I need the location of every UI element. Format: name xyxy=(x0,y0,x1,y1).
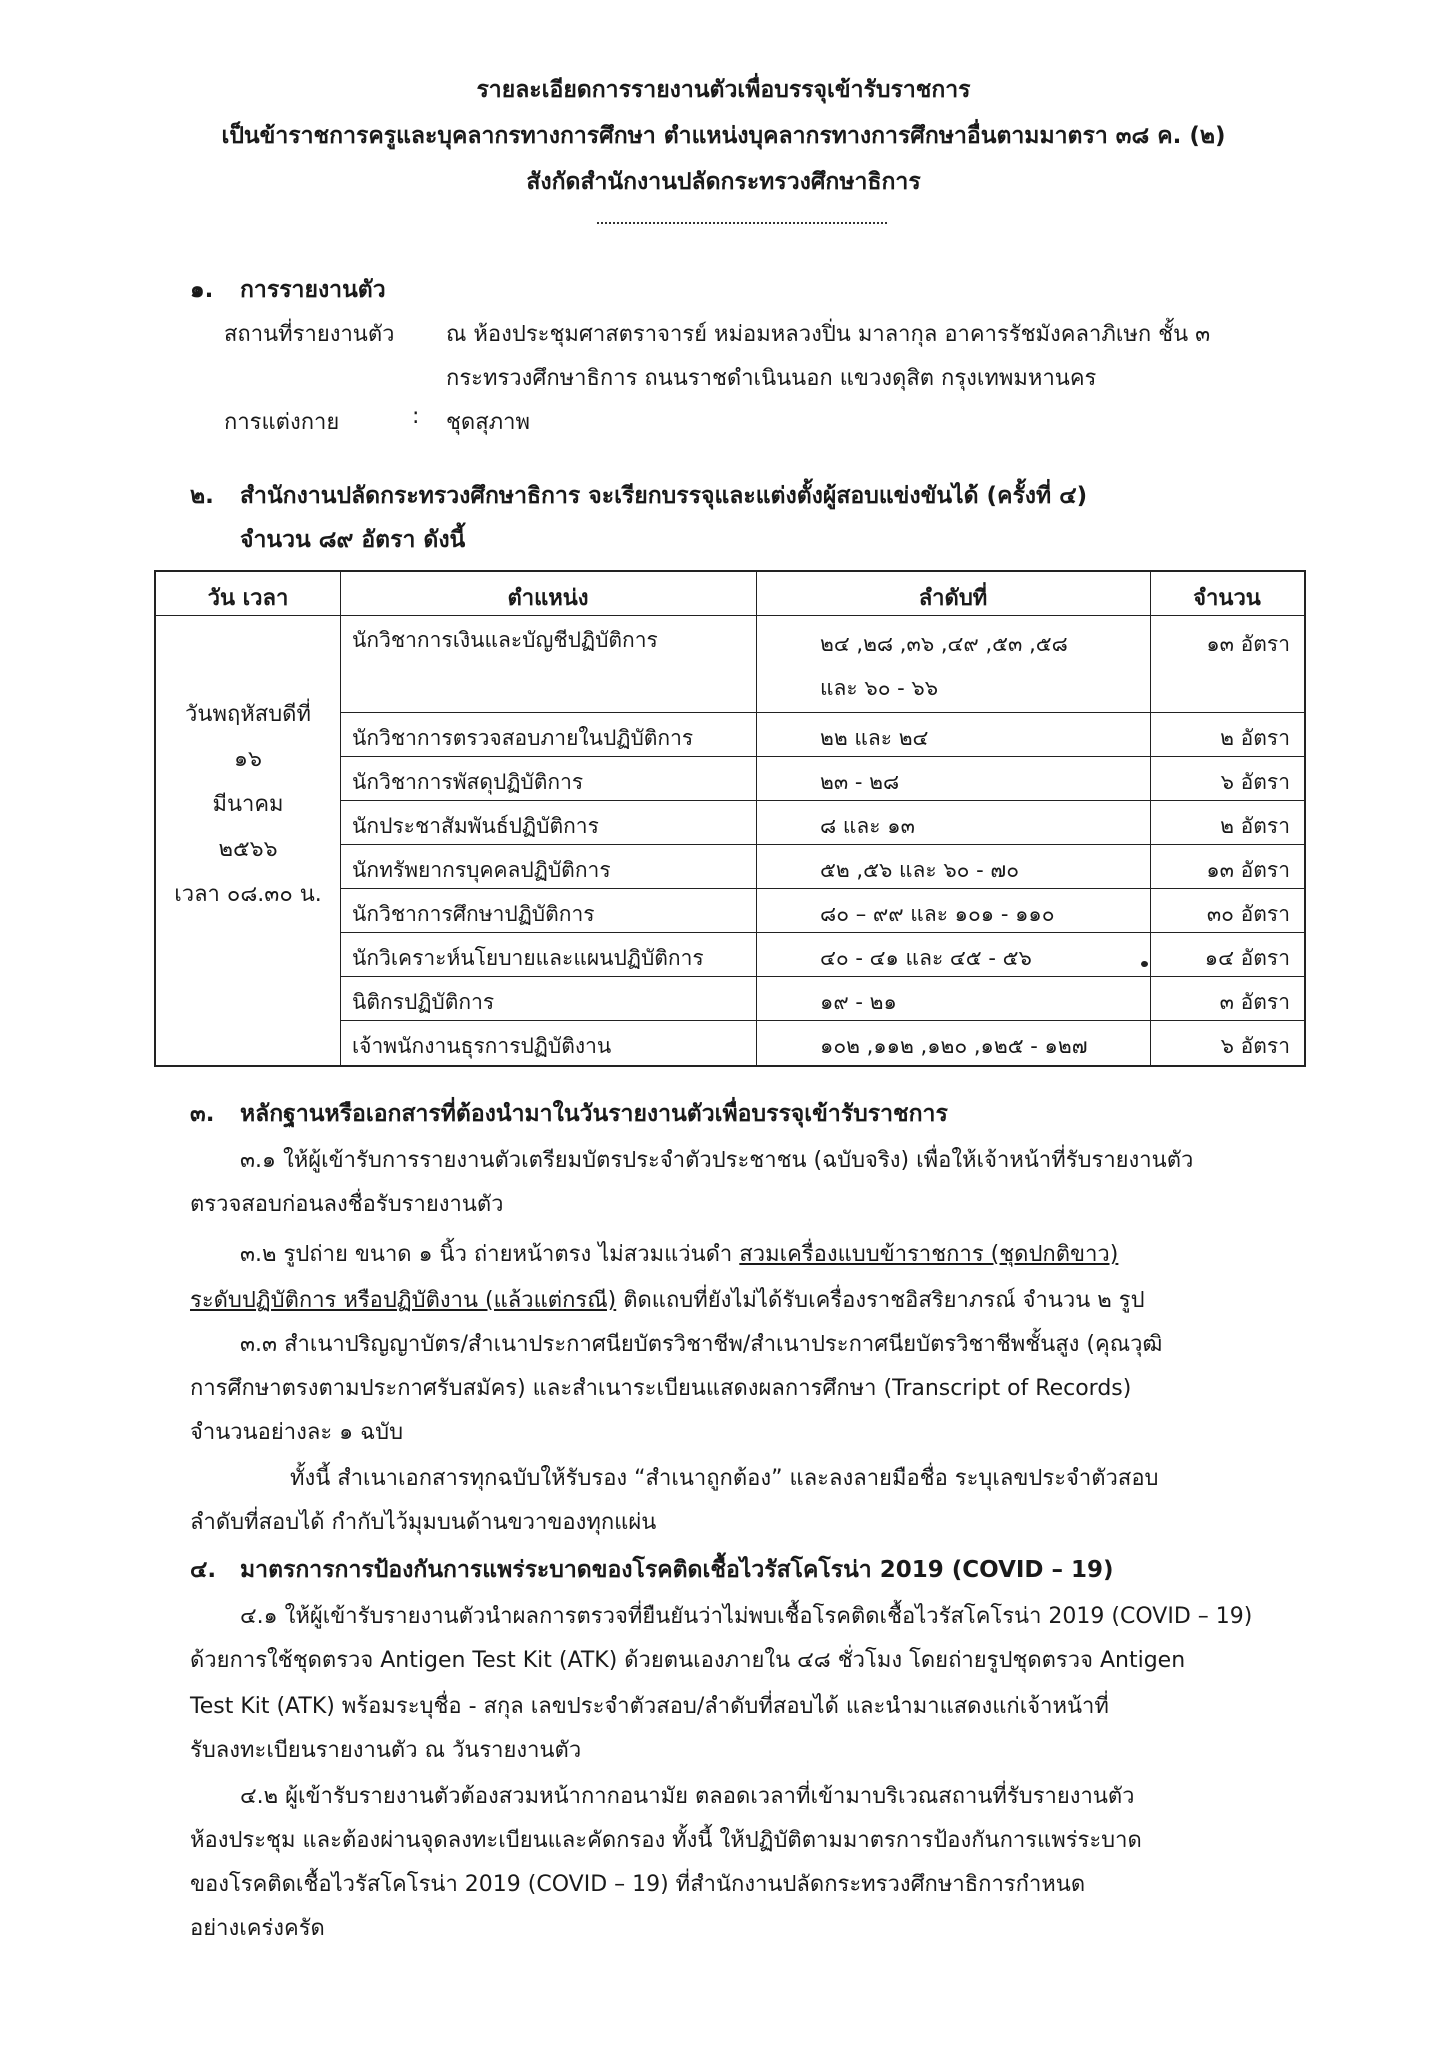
section-1-title: การรายงานตัว xyxy=(240,277,386,303)
section-2-line-1: สำนักงานปลัดกระทรวงศึกษาธิการ จะเรียกบรรจุและแต่งตั้งผู้สอบแข่งขันได้ (ครั้งที่ ๔) xyxy=(240,483,1088,509)
doc-title-line-2: เป็นข้าราชการครูและบุคลากรทางการศึกษา ตำแหน่งบุคลากรทางการศึกษาอื่นตามมาตรา ๓๘ ค. (๒) xyxy=(221,123,1226,149)
position-cell: นักวิชาการพัสดุปฏิบัติการ xyxy=(352,770,584,794)
header-date: วัน เวลา xyxy=(207,586,289,611)
position-cell: นักวิชาการศึกษาปฏิบัติการ xyxy=(352,902,595,926)
count-cell: ๑๔ อัตรา xyxy=(1204,946,1290,970)
item-3-1-line-2: ตรวจสอบก่อนลงชื่อรับรายงานตัว xyxy=(190,1192,504,1217)
position-cell: นักทรัพยากรบุคคลปฏิบัติการ xyxy=(352,858,611,882)
position-cell: นักวิเคราะห์นโยบายและแผนปฏิบัติการ xyxy=(352,946,704,970)
position-cell: นักวิชาการเงินและบัญชีปฏิบัติการ xyxy=(352,628,658,652)
doc-title-line-1: รายละเอียดการรายงานตัวเพื่อบรรจุเข้ารับราชการ xyxy=(476,77,971,103)
count-cell: ๓๐ อัตรา xyxy=(1206,902,1290,926)
rank-cell: ๘ และ ๑๓ xyxy=(820,814,915,838)
row-rule xyxy=(340,976,1304,977)
item-4-2-line-3: ของโรคติดเชื้อไวรัสโคโรน่า 2019 (COVID – 19) ที่สำนักงานปลัดกระทรวงศึกษาธิการกำหนด xyxy=(190,1872,1086,1897)
dress-colon: : xyxy=(412,404,420,429)
place-line-1: ณ ห้องประชุมศาสตราจารย์ หม่อมหลวงปิ่น มาลากุล อาคารรัชมังคลาภิเษก ชั้น ๓ xyxy=(446,322,1211,347)
row-rule xyxy=(340,1020,1304,1021)
uniform-requirement: สวมเครื่องแบบข้าราชการ (ชุดปกติขาว) xyxy=(739,1242,1119,1267)
position-cell: เจ้าพนักงานธุรการปฏิบัติงาน xyxy=(352,1034,612,1058)
rank-cell: ๕๒ ,๕๖ และ ๖๐ - ๗๐ xyxy=(820,858,1020,882)
header-position: ตำแหน่ง xyxy=(507,586,589,611)
count-cell: ๑๓ อัตรา xyxy=(1206,632,1290,656)
row-rule xyxy=(340,800,1304,801)
dress-label: การแต่งกาย xyxy=(224,410,340,435)
item-4-2-line-2: ห้องประชุม และต้องผ่านจุดลงทะเบียนและคัดกรอง ทั้งนี้ ให้ปฏิบัติตามมาตรการป้องกันการแพร่ระบาด xyxy=(190,1828,1142,1853)
item-3-2-text: ๓.๒ รูปถ่าย ขนาด ๑ นิ้ว ถ่ายหน้าตรง ไม่สวมแว่นดำ xyxy=(240,1242,740,1267)
rank-cell: และ ๖๐ - ๖๖ xyxy=(820,676,939,700)
position-cell: นักประชาสัมพันธ์ปฏิบัติการ xyxy=(352,814,599,838)
rank-cell: ๒๓ - ๒๘ xyxy=(820,770,900,794)
position-cell: นักวิชาการตรวจสอบภายในปฏิบัติการ xyxy=(352,726,694,750)
row-rule xyxy=(340,756,1304,757)
date-line: ๑๖ xyxy=(234,747,262,772)
section-2-number: ๒. xyxy=(190,483,214,509)
section-2-line-2: จำนวน ๘๙ อัตรา ดังนี้ xyxy=(240,527,466,553)
header-rank: ลำดับที่ xyxy=(918,586,988,611)
item-3-3-line-2: การศึกษาตรงตามประกาศรับสมัคร) และสำเนาระเบียนแสดงผลการศึกษา (Transcript of Records) xyxy=(190,1376,1132,1401)
item-3-2-line-1 xyxy=(240,1236,1118,1271)
note-line-1: ทั้งนี้ สำเนาเอกสารทุกฉบับให้รับรอง “สำเนาถูกต้อง” และลงลายมือชื่อ ระบุเลขประจำตัวสอบ xyxy=(290,1466,1159,1491)
item-3-1-line-1: ๓.๑ ให้ผู้เข้ารับการรายงานตัวเตรียมบัตรประจำตัวประชาชน (ฉบับจริง) เพื่อให้เจ้าหน้าที่รับรายงานตัว xyxy=(240,1148,1194,1173)
section-4-number: ๔. xyxy=(190,1557,217,1583)
item-4-1-line-3: Test Kit (ATK) พร้อมระบุชื่อ - สกุล เลขประจำตัวสอบ/ลำดับที่สอบได้ และนำมาแสดงแก่เจ้าหน้าที่ xyxy=(190,1694,1109,1719)
item-3-2-text: ติดแถบที่ยังไม่ได้รับเครื่องราชอิสริยาภรณ์ จำนวน ๒ รูป xyxy=(616,1288,1145,1313)
position-cell: นิติกรปฏิบัติการ xyxy=(352,990,495,1014)
rank-cell: ๘๐ – ๙๙ และ ๑๐๑ - ๑๑๐ xyxy=(820,902,1055,926)
rank-cell: ๑๙ - ๒๑ xyxy=(820,990,897,1014)
doc-title-line-3: สังกัดสำนักงานปลัดกระทรวงศึกษาธิการ xyxy=(526,169,921,195)
uniform-level: ระดับปฏิบัติการ หรือปฏิบัติงาน (แล้วแต่กรณี) xyxy=(190,1288,617,1313)
item-4-1-line-1: ๔.๑ ให้ผู้เข้ารับรายงานตัวนำผลการตรวจที่ยืนยันว่าไม่พบเชื้อโรคติดเชื้อไวรัสโคโรน่า 2019 (COVID – 19) xyxy=(240,1604,1253,1629)
count-cell: ๖ อัตรา xyxy=(1220,770,1290,794)
rank-cell: ๔๐ - ๔๑ และ ๔๕ - ๕๖ xyxy=(820,946,1032,970)
count-cell: ๓ อัตรา xyxy=(1219,990,1290,1014)
rank-cell: ๒๒ และ ๒๔ xyxy=(820,726,929,750)
date-line: ๒๕๖๖ xyxy=(218,837,278,862)
section-4-title: มาตรการการป้องกันการแพร่ระบาดของโรคติดเชื้อไวรัสโคโรน่า 2019 (COVID – 19) xyxy=(240,1557,1114,1583)
note-line-2: ลำดับที่สอบได้ กำกับไว้มุมบนด้านขวาของทุกแผ่น xyxy=(190,1510,657,1535)
col-rule xyxy=(340,572,341,1065)
item-4-2-line-4: อย่างเคร่งครัด xyxy=(190,1916,325,1941)
date-line: วันพฤหัสบดีที่ xyxy=(185,702,311,727)
count-cell: ๑๓ อัตรา xyxy=(1206,858,1290,882)
count-cell: ๒ อัตรา xyxy=(1220,814,1290,838)
rank-cell: ๑๐๒ ,๑๑๒ ,๑๒๐ ,๑๒๕ - ๑๒๗ xyxy=(820,1034,1088,1058)
place-label: สถานที่รายงานตัว xyxy=(224,322,395,347)
section-1-number: ๑. xyxy=(190,277,214,303)
row-rule xyxy=(340,932,1304,933)
col-rule xyxy=(756,572,757,1065)
section-3-title: หลักฐานหรือเอกสารที่ต้องนำมาในวันรายงานตัวเพื่อบรรจุเข้ารับราชการ xyxy=(240,1101,948,1127)
item-4-1-line-4: รับลงทะเบียนรายงานตัว ณ วันรายงานตัว xyxy=(190,1738,582,1763)
scan-speck xyxy=(1141,961,1148,967)
item-4-1-line-2: ด้วยการใช้ชุดตรวจ Antigen Test Kit (ATK) ด้วยตนเองภายใน ๔๘ ชั่วโมง โดยถ่ายรูปชุดตรวจ Antigen xyxy=(190,1648,1186,1673)
date-cell xyxy=(156,692,340,917)
title-dotted-separator xyxy=(597,222,887,224)
positions-table xyxy=(154,570,1306,1067)
date-line: มีนาคม xyxy=(212,792,284,817)
item-3-3-line-1: ๓.๓ สำเนาปริญญาบัตร/สำเนาประกาศนียบัตรวิชาชีพ/สำเนาประกาศนียบัตรวิชาชีพชั้นสูง (คุณวุฒิ xyxy=(240,1332,1163,1357)
item-3-3-line-3: จำนวนอย่างละ ๑ ฉบับ xyxy=(190,1420,404,1445)
rank-cell: ๒๔ ,๒๘ ,๓๖ ,๔๙ ,๕๓ ,๕๘ xyxy=(820,632,1068,656)
header-count: จำนวน xyxy=(1193,586,1261,611)
date-line: เวลา ๐๘.๓๐ น. xyxy=(174,882,322,907)
row-rule xyxy=(340,844,1304,845)
item-4-2-line-1: ๔.๒ ผู้เข้ารับรายงานตัวต้องสวมหน้ากากอนามัย ตลอดเวลาที่เข้ามาบริเวณสถานที่รับรายงานตัว xyxy=(240,1784,1135,1809)
dress-value: ชุดสุภาพ xyxy=(446,410,531,435)
count-cell: ๒ อัตรา xyxy=(1220,726,1290,750)
item-3-2-line-2 xyxy=(190,1282,1145,1317)
count-cell: ๖ อัตรา xyxy=(1220,1034,1290,1058)
table-header-rule xyxy=(156,615,1304,616)
row-rule xyxy=(340,888,1304,889)
section-3-number: ๓. xyxy=(190,1101,215,1127)
place-line-2: กระทรวงศึกษาธิการ ถนนราชดำเนินนอก แขวงดุสิต กรุงเทพมหานคร xyxy=(446,366,1097,391)
row-rule xyxy=(340,712,1304,713)
